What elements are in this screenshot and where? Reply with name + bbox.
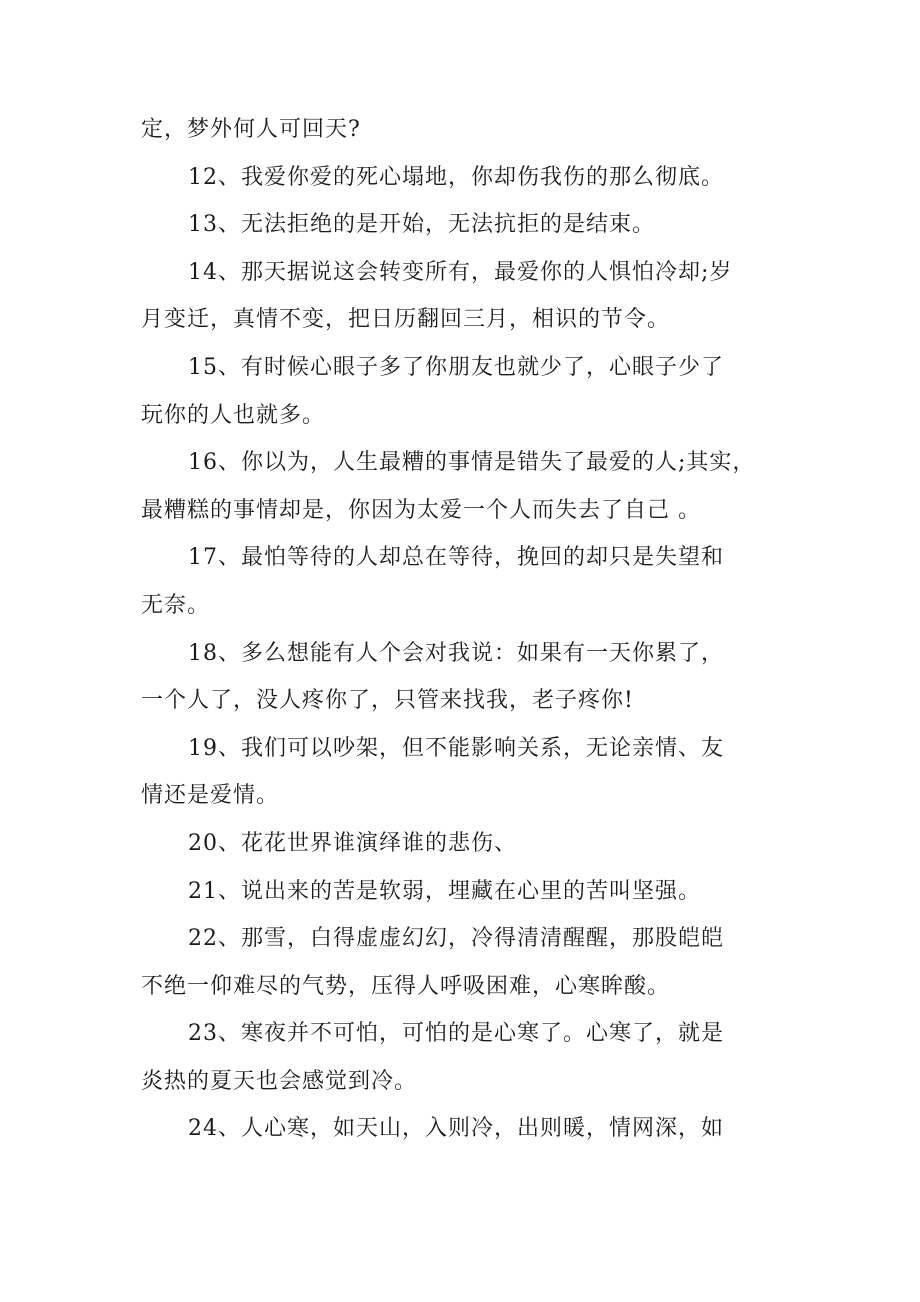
text-line: 16、你以为，人生最糟的事情是错失了最爱的人;其实， xyxy=(188,450,756,476)
text-line: 最糟糕的事情却是，你因为太爱一个人而失去了自己 。 xyxy=(141,497,701,523)
text-line: 情还是爱情。 xyxy=(141,783,280,809)
text-line: 15、有时候心眼子多了你朋友也就少了，心眼子少了 xyxy=(188,354,724,380)
text-line: 不绝一仰难尽的气势，压得人呼吸困难，心寒眸酸。 xyxy=(141,973,671,999)
text-line: 24、人心寒，如天山，入则冷，出则暖，情网深，如 xyxy=(188,1116,724,1142)
text-line: 14、那天据说这会转变所有，最爱你的人惧怕冷却;岁 xyxy=(188,259,733,285)
text-line: 无奈。 xyxy=(141,592,211,618)
text-line: 炎热的夏天也会感觉到冷。 xyxy=(141,1068,418,1094)
text-line: 22、那雪，白得虚虚幻幻，冷得清清醒醒，那股皑皑 xyxy=(188,926,724,952)
text-line: 13、无法拒绝的是开始，无法抗拒的是结束。 xyxy=(188,212,655,238)
text-line: 玩你的人也就多。 xyxy=(141,402,326,428)
text-line: 定，梦外何人可回天? xyxy=(141,117,361,142)
document-body xyxy=(141,106,781,1153)
text-line: 21、说出来的苦是软弱，埋藏在心里的苦叫坚强。 xyxy=(188,878,701,904)
text-line: 20、花花世界谁演绎谁的悲伤、 xyxy=(188,830,517,856)
text-line: 一个人了，没人疼你了，只管来找我，老子疼你! xyxy=(141,688,634,714)
text-line: 17、最怕等待的人却总在等待，挽回的却只是失望和 xyxy=(188,545,724,571)
text-line: 19、我们可以吵架，但不能影响关系，无论亲情、友 xyxy=(188,735,724,761)
text-line: 23、寒夜并不可怕，可怕的是心寒了。心寒了，就是 xyxy=(188,1021,724,1047)
text-line: 12、我爱你爱的死心塌地，你却伤我伤的那么彻底。 xyxy=(188,164,724,190)
text-line: 月变迁，真情不变，把日历翻回三月，相识的节令。 xyxy=(141,307,671,333)
text-line: 18、多么想能有人个会对我说：如果有一天你累了， xyxy=(188,640,724,666)
